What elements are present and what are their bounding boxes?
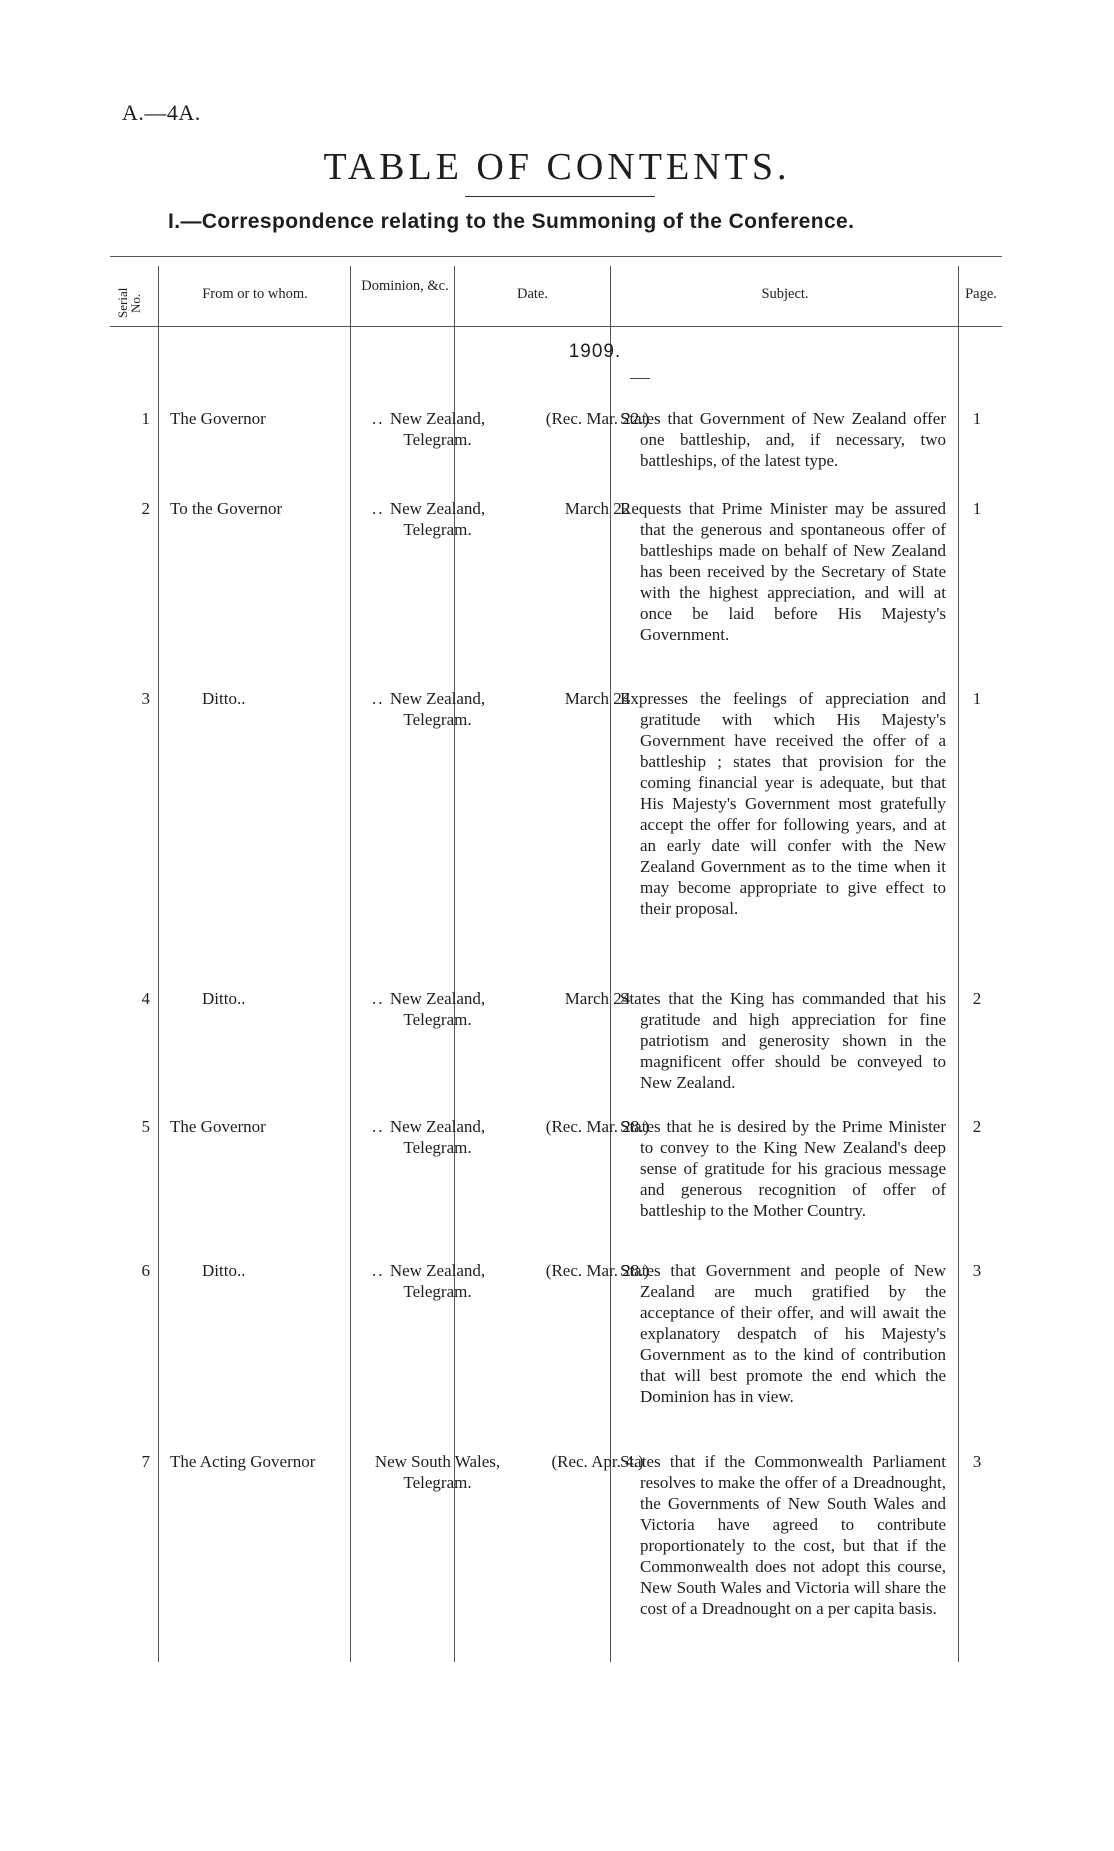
correspondent-name: The Governor xyxy=(170,409,266,428)
header-page: Page. xyxy=(965,286,997,302)
serial-number: 3 xyxy=(141,689,150,708)
page-number: 2 xyxy=(972,1117,982,1136)
header-from-to-whom: From or to whom. xyxy=(202,286,308,302)
contents-table xyxy=(110,256,1002,1662)
serial-number: 2 xyxy=(141,499,150,518)
subject-text: States that Government and people of New Zealand are much gratified by the acceptance of their offer, and will await the explanatory despatch of his Majesty's Government as to the kind of contribution that will best promote the end which the Dominion has in view. xyxy=(620,1261,946,1406)
serial-number: 1 xyxy=(141,409,150,428)
dot-leader: .. xyxy=(372,499,385,518)
date: March 24 xyxy=(564,989,631,1008)
dominion: New Zealand, Telegram. xyxy=(389,689,486,729)
page-number: 1 xyxy=(972,409,982,428)
dominion: New Zealand, Telegram. xyxy=(389,1117,486,1157)
subject-text: Expresses the feelings of appreciation and gratitude with which His Majesty's Government have received the offer of a battleship ; states that provision for the coming financial year is adequate, but that His Majesty's Government most gratefully accept the offer for following years, and at an early date will confer with the New Zealand Government as to the time when it may become appropriate to give effect to their proposal. xyxy=(620,689,946,918)
dot-leader: .. xyxy=(372,1261,385,1280)
year-heading: 1909. xyxy=(568,341,622,362)
subject xyxy=(620,1116,946,1221)
correspondent-name: The Acting Governor xyxy=(170,1452,316,1471)
dot-leader: .. xyxy=(372,689,385,708)
page-number: 3 xyxy=(972,1261,982,1280)
correspondent-name: Ditto.. xyxy=(202,989,246,1008)
subject-text: States that if the Commonwealth Parliament resolves to make the offer of a Dreadnought, the Governments of New South Wales and Victoria have agreed to contribute proportionately to the cost, but that if the Commonwealth does not adopt this course, New South Wales and Victoria will share the cost of a Dreadnought on a per capita basis. xyxy=(620,1452,946,1618)
header-dominion: Dominion, &c. xyxy=(361,278,449,294)
serial-number: 4 xyxy=(141,989,150,1008)
header-serial-no: Serial No. xyxy=(115,287,143,319)
section-heading: I.—Correspondence relating to the Summoning of the Conference. xyxy=(168,210,855,233)
dominion: New Zealand, Telegram. xyxy=(389,1261,486,1301)
date: (Rec. Mar. 28.) xyxy=(545,1261,650,1280)
date: March 22 xyxy=(564,499,631,518)
year-underline xyxy=(630,378,650,379)
page-reference: A.—4A. xyxy=(122,100,201,125)
date: (Rec. Apr. 4.) xyxy=(551,1452,644,1471)
date: (Rec. Mar. 22.) xyxy=(545,409,650,428)
subject-text: Requests that Prime Minister may be assured that the generous and spontaneous offer of battleships made on behalf of New Zealand has been received by the Secretary of State with the highest appreciation, and will at once be laid before His Majesty's Government. xyxy=(620,499,946,644)
table-top-rule xyxy=(110,256,1002,257)
subject xyxy=(620,1451,946,1619)
page-number: 2 xyxy=(972,989,982,1008)
header-date: Date. xyxy=(517,286,548,302)
subject xyxy=(620,988,946,1093)
page-number: 1 xyxy=(972,499,982,518)
dominion: New South Wales, Telegram. xyxy=(374,1452,501,1492)
subject xyxy=(620,688,946,919)
correspondent-name: The Governor xyxy=(170,1117,266,1136)
dominion: New Zealand, Telegram. xyxy=(389,989,486,1029)
table-header-rule xyxy=(110,326,1002,327)
page-number: 3 xyxy=(972,1452,982,1471)
title-underline xyxy=(465,196,655,197)
dot-leader: .. xyxy=(372,1117,385,1136)
dot-leader: .. xyxy=(372,989,385,1008)
correspondent-name: Ditto.. xyxy=(202,1261,246,1280)
subject xyxy=(620,1260,946,1407)
subject-text: States that Government of New Zealand offer one battleship, and, if necessary, two battleships, of the latest type. xyxy=(620,409,946,470)
serial-number: 6 xyxy=(141,1261,150,1280)
document-title: TABLE OF CONTENTS. xyxy=(323,146,791,188)
header-subject: Subject. xyxy=(761,286,809,302)
subject-text: States that he is desired by the Prime Minister to convey to the King New Zealand's deep sense of gratitude for his gracious message and generous recognition of offer of battleship to the Mother Country. xyxy=(620,1117,946,1220)
column-divider xyxy=(158,266,159,1662)
page-number: 1 xyxy=(972,689,982,708)
date: (Rec. Mar. 28.) xyxy=(545,1117,650,1136)
subject-text: States that the King has commanded that his gratitude and high appreciation for fine patriotism and generosity shown in the magnificent offer should be conveyed to New Zealand. xyxy=(620,989,946,1092)
serial-number: 7 xyxy=(141,1452,150,1471)
subject xyxy=(620,408,946,471)
correspondent-name: Ditto.. xyxy=(202,689,246,708)
date: March 24 xyxy=(564,689,631,708)
correspondent-name: To the Governor xyxy=(170,499,283,518)
dominion: New Zealand, Telegram. xyxy=(389,499,486,539)
subject xyxy=(620,498,946,645)
dominion: New Zealand, Telegram. xyxy=(389,409,486,449)
serial-number: 5 xyxy=(141,1117,150,1136)
dot-leader: .. xyxy=(372,409,385,428)
